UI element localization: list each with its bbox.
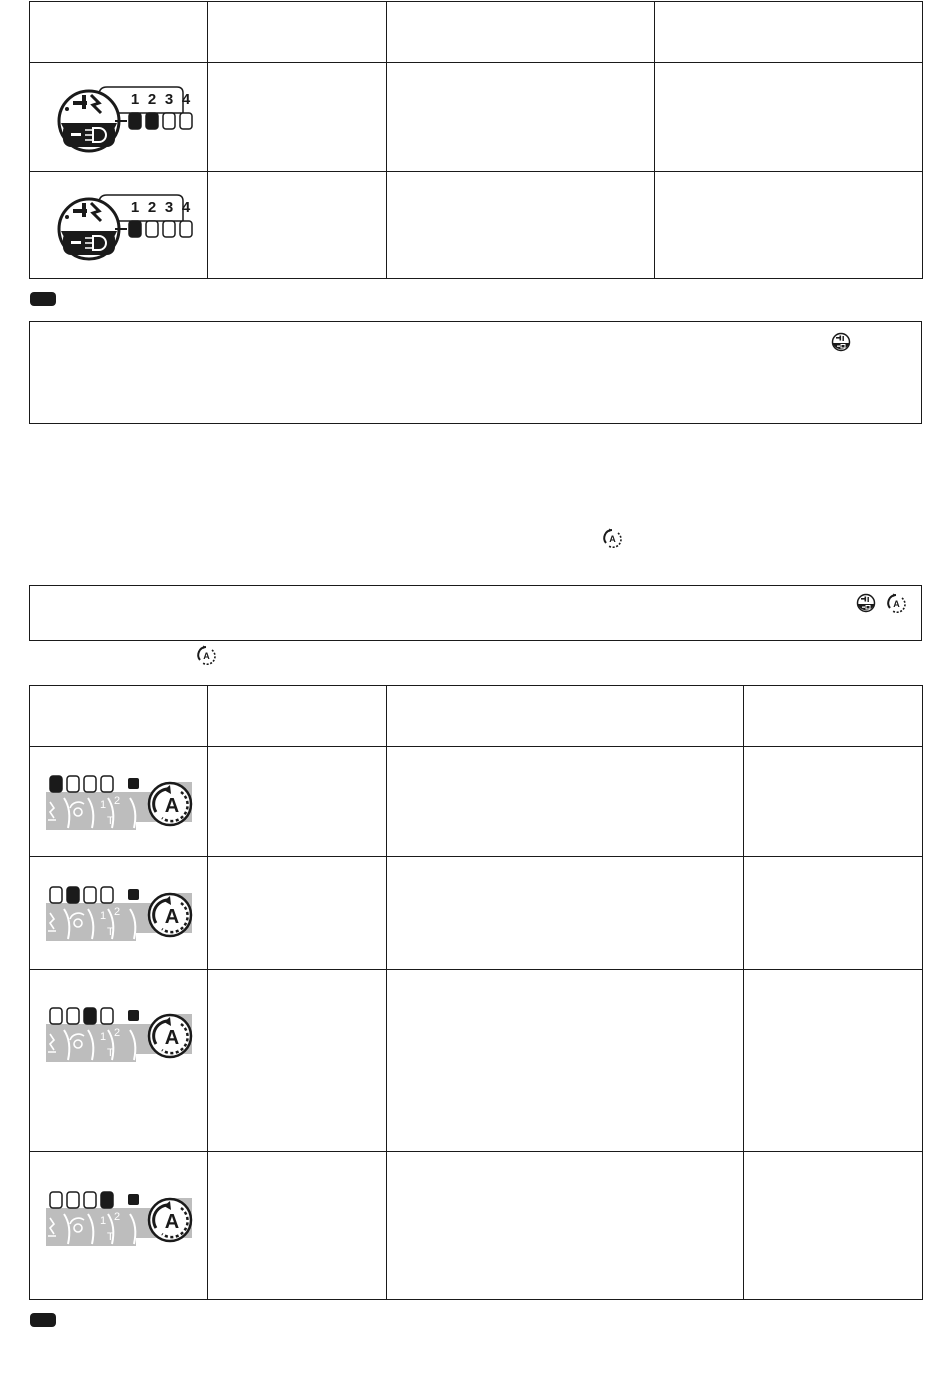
table-cell bbox=[744, 970, 923, 1152]
assist-table-header-row bbox=[30, 686, 923, 747]
mode-button-icon bbox=[856, 593, 876, 613]
assist-mode-icon bbox=[886, 593, 906, 613]
assist-mode-icon bbox=[602, 528, 622, 548]
impact-symbol-dot bbox=[65, 215, 69, 219]
assist-status-led bbox=[128, 889, 139, 900]
panel-label-2: 2 bbox=[113, 906, 120, 918]
table-cell bbox=[387, 172, 655, 279]
table-row bbox=[30, 857, 923, 970]
assist-status-led bbox=[128, 1194, 139, 1205]
assist-table bbox=[29, 685, 923, 1300]
panel-led bbox=[67, 776, 79, 792]
panel-label-2: 2 bbox=[113, 1211, 120, 1223]
table-cell bbox=[744, 857, 923, 970]
assist-mode-panel-icon bbox=[44, 885, 194, 941]
table-cell bbox=[208, 747, 387, 857]
assist-status-led bbox=[128, 778, 139, 789]
header-cell bbox=[655, 2, 923, 63]
panel-led bbox=[101, 887, 113, 903]
table-cell bbox=[387, 747, 744, 857]
panel-led bbox=[101, 1008, 113, 1024]
table-cell bbox=[208, 970, 387, 1152]
panel-led bbox=[67, 1008, 79, 1024]
assist-mode-panel-icon bbox=[44, 1006, 194, 1062]
table-cell bbox=[744, 747, 923, 857]
assist-status-led bbox=[128, 1010, 139, 1021]
impact-mode-panel-icon bbox=[49, 79, 189, 155]
panel-led bbox=[67, 1192, 79, 1208]
indicator-digit: 4 bbox=[181, 199, 190, 216]
header-cell bbox=[744, 686, 923, 747]
impact-mode-panel-icon bbox=[49, 187, 189, 263]
panel-led bbox=[84, 887, 96, 903]
table-row bbox=[30, 172, 923, 279]
assist-mode-icon bbox=[196, 645, 216, 665]
light-symbol-dash bbox=[71, 133, 81, 136]
note-tag bbox=[30, 1313, 56, 1327]
impact-symbol-dot bbox=[65, 107, 69, 111]
indicator-led bbox=[129, 113, 141, 129]
panel-label-2: 2 bbox=[113, 1027, 120, 1039]
table-row bbox=[30, 970, 923, 1152]
panel-led bbox=[84, 1008, 96, 1024]
indicator-digit: 2 bbox=[147, 199, 156, 216]
indicator-digit: 2 bbox=[147, 91, 156, 108]
icon-cell bbox=[30, 970, 208, 1152]
svg-text:A: A bbox=[609, 534, 616, 544]
panel-label-2: 2 bbox=[113, 794, 120, 807]
icon-cell bbox=[30, 172, 208, 279]
header-cell bbox=[387, 686, 744, 747]
indicator-led bbox=[163, 113, 175, 129]
indicator-led bbox=[129, 221, 141, 237]
panel-label-1: 1 bbox=[99, 1031, 106, 1043]
panel-led bbox=[101, 1192, 113, 1208]
panel-label-t: T bbox=[106, 1231, 114, 1243]
table-cell bbox=[655, 172, 923, 279]
table-cell bbox=[387, 1152, 744, 1300]
mode-table bbox=[29, 1, 923, 279]
table-cell bbox=[387, 970, 744, 1152]
panel-led bbox=[50, 776, 62, 792]
table-cell bbox=[387, 857, 744, 970]
mode-table-header-row bbox=[30, 2, 923, 63]
indicator-led bbox=[146, 113, 158, 129]
table-cell bbox=[208, 63, 387, 172]
indicator-led bbox=[163, 221, 175, 237]
impact-symbol-stem bbox=[82, 203, 86, 217]
assist-letter: A bbox=[164, 1027, 179, 1049]
icon-cell bbox=[30, 747, 208, 857]
mode-button-icon bbox=[831, 332, 851, 352]
panel-led bbox=[50, 887, 62, 903]
panel-label-1: 1 bbox=[99, 910, 106, 922]
header-cell bbox=[30, 686, 208, 747]
assist-letter: A bbox=[164, 1211, 179, 1233]
assist-mode-panel-icon bbox=[44, 1190, 194, 1246]
indicator-digit: 3 bbox=[164, 199, 173, 216]
panel-led bbox=[50, 1008, 62, 1024]
panel-led bbox=[101, 776, 113, 792]
icon-cell bbox=[30, 1152, 208, 1300]
panel-label-t: T bbox=[106, 1047, 114, 1059]
assist-letter: A bbox=[164, 794, 179, 817]
table-cell bbox=[208, 857, 387, 970]
table-row bbox=[30, 747, 923, 857]
indicator-led bbox=[146, 221, 158, 237]
header-cell bbox=[30, 2, 208, 63]
indicator-led bbox=[180, 113, 192, 129]
indicator-digit: 4 bbox=[181, 91, 190, 108]
table-row bbox=[30, 1152, 923, 1300]
panel-led bbox=[84, 1192, 96, 1208]
panel-led bbox=[50, 1192, 62, 1208]
panel-led bbox=[84, 776, 96, 792]
indicator-digit: 1 bbox=[130, 199, 139, 216]
panel-led bbox=[67, 887, 79, 903]
panel-label-t: T bbox=[106, 926, 114, 938]
notice-box bbox=[29, 585, 922, 641]
indicator-led bbox=[180, 221, 192, 237]
assist-letter: A bbox=[164, 906, 179, 928]
svg-text:A: A bbox=[893, 599, 900, 609]
icon-cell bbox=[30, 857, 208, 970]
panel-label-t: T bbox=[106, 814, 114, 827]
svg-text:A: A bbox=[203, 651, 210, 661]
panel-label-1: 1 bbox=[99, 1215, 106, 1227]
header-cell bbox=[387, 2, 655, 63]
impact-symbol-stem bbox=[82, 95, 86, 109]
header-cell bbox=[208, 2, 387, 63]
indicator-digit: 3 bbox=[164, 91, 173, 108]
header-cell bbox=[208, 686, 387, 747]
table-cell bbox=[208, 1152, 387, 1300]
table-cell bbox=[744, 1152, 923, 1300]
panel-label-1: 1 bbox=[99, 798, 106, 811]
table-cell bbox=[387, 63, 655, 172]
assist-mode-panel-icon bbox=[44, 774, 194, 830]
table-cell bbox=[655, 63, 923, 172]
table-row bbox=[30, 63, 923, 172]
notice-box bbox=[29, 321, 922, 424]
note-tag bbox=[30, 292, 56, 306]
light-symbol-dash bbox=[71, 241, 81, 244]
icon-cell bbox=[30, 63, 208, 172]
table-cell bbox=[208, 172, 387, 279]
indicator-digit: 1 bbox=[130, 91, 139, 108]
